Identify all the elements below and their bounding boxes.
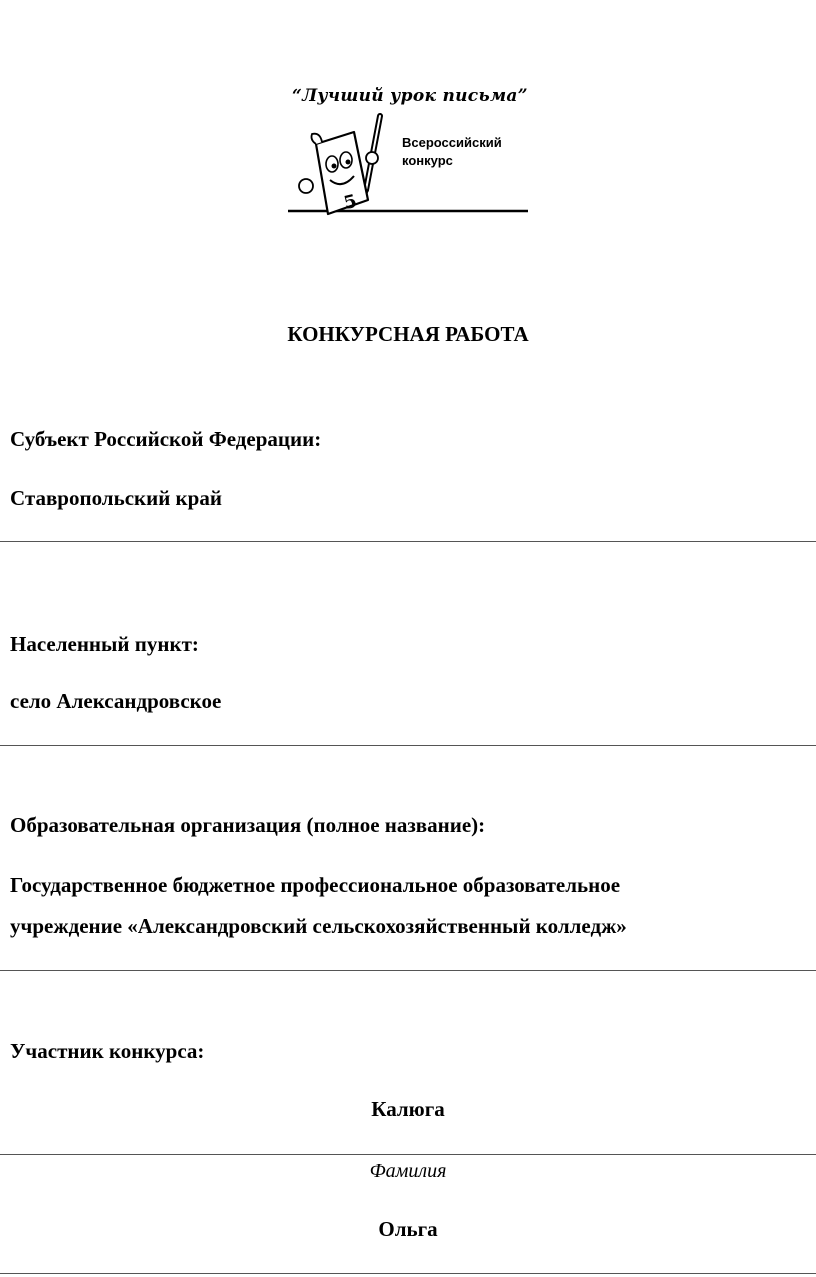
divider bbox=[0, 541, 816, 542]
divider bbox=[0, 745, 816, 746]
region-value: Ставропольский край bbox=[10, 486, 222, 510]
svg-text:5: 5 bbox=[341, 190, 359, 215]
logo-subtitle-line1: Всероссийский bbox=[402, 135, 502, 150]
org-value-line2: учреждение «Александровский сельскохозяйственный колледж» bbox=[10, 914, 627, 938]
name-value: Ольга bbox=[378, 1217, 438, 1241]
org-label: Образовательная организация (полное название): bbox=[10, 813, 486, 837]
divider bbox=[0, 970, 816, 971]
logo-subtitle-line2: конкурс bbox=[402, 153, 453, 168]
document-heading: КОНКУРСНАЯ РАБОТА bbox=[287, 322, 529, 346]
org-value-line1: Государственное бюджетное профессиональное образовательное bbox=[10, 873, 621, 897]
logo-subtitle bbox=[402, 134, 502, 170]
surname-caption: Фамилия bbox=[369, 1160, 447, 1182]
surname-value: Калюга bbox=[371, 1097, 445, 1121]
divider bbox=[0, 1273, 816, 1274]
locality-value: село Александровское bbox=[10, 689, 222, 713]
contest-logo bbox=[282, 82, 532, 222]
participant-label: Участник конкурса: bbox=[10, 1039, 205, 1063]
logo-title: “Лучший урок письма” bbox=[292, 86, 528, 106]
region-label: Субъект Российской Федерации: bbox=[10, 427, 322, 451]
divider bbox=[0, 1154, 816, 1155]
locality-label: Населенный пункт: bbox=[10, 632, 199, 656]
